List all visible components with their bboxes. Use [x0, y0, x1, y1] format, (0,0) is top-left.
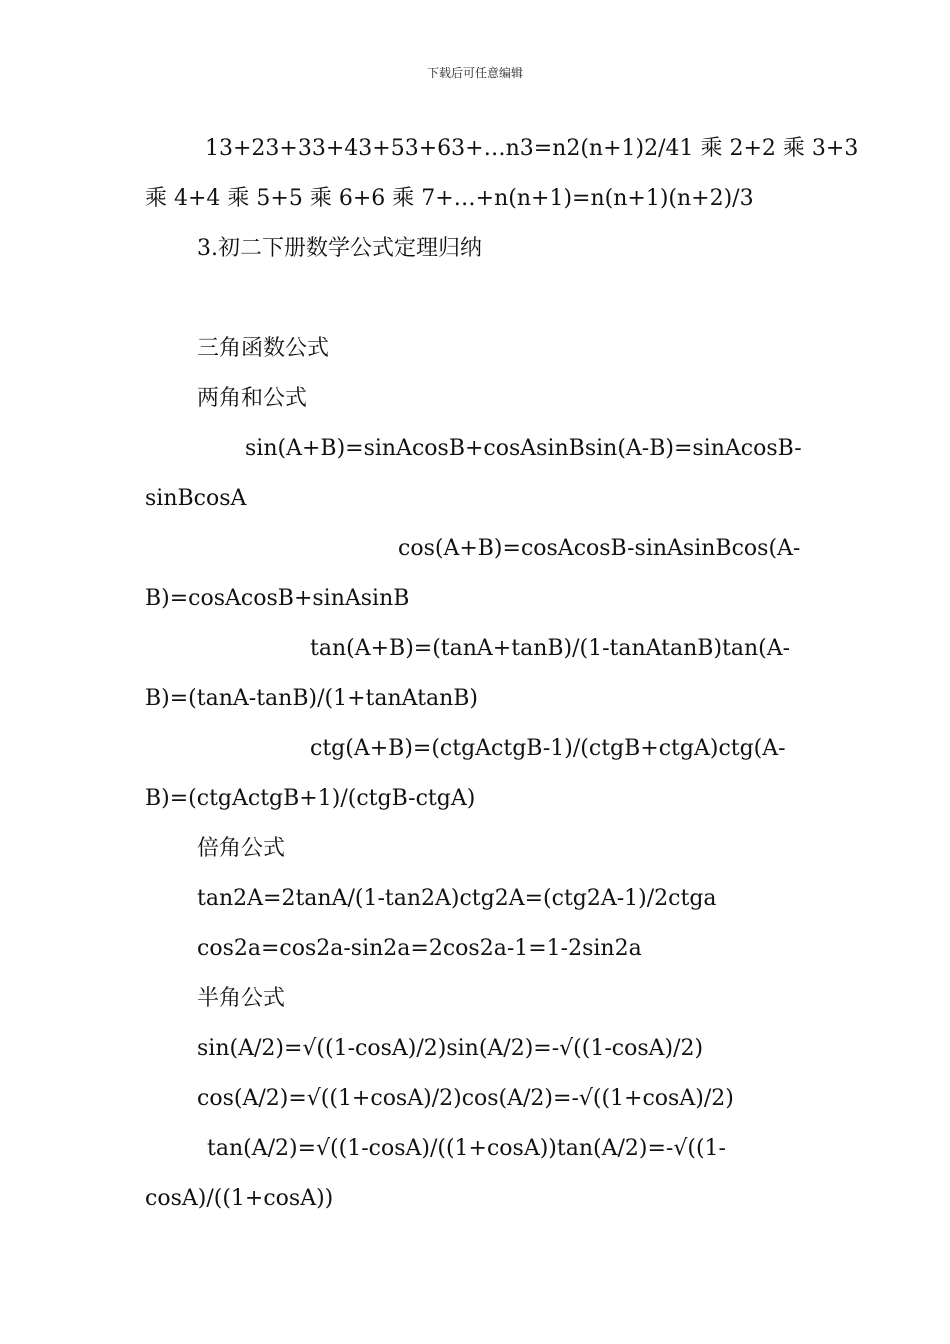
subsection-heading: 倍角公式	[197, 836, 286, 861]
formula-line: cos(A/2)=√((1+cosA)/2)cos(A/2)=-√((1+cosA)/2)	[197, 1086, 734, 1111]
text-line: 乘 4+4 乘 5+5 乘 6+6 乘 7+…+n(n+1)=n(n+1)(n+2)/3	[145, 186, 754, 211]
subsection-heading: 两角和公式	[197, 386, 308, 411]
section-heading: 三角函数公式	[197, 336, 330, 361]
text-line: 13+23+33+43+53+63+…n3=n2(n+1)2/41 乘 2+2 乘 3+3	[205, 136, 859, 161]
subsection-heading: 半角公式	[197, 986, 286, 1011]
formula-line: B)=cosAcosB+sinAsinB	[145, 586, 410, 611]
formula-line: ctg(A+B)=(ctgActgB-1)/(ctgB+ctgA)ctg(A-	[310, 736, 786, 761]
formula-line: sin(A+B)=sinAcosB+cosAsinBsin(A-B)=sinAcosB-	[245, 436, 802, 461]
formula-line: sinBcosA	[145, 486, 247, 511]
formula-line: tan(A/2)=√((1-cosA)/((1+cosA))tan(A/2)=-√((1-	[207, 1136, 726, 1161]
formula-line: tan(A+B)=(tanA+tanB)/(1-tanAtanB)tan(A-	[310, 636, 791, 661]
page-header: 下载后可任意编辑	[426, 66, 523, 80]
formula-line: B)=(ctgActgB+1)/(ctgB-ctgA)	[145, 786, 476, 811]
formula-line: tan2A=2tanA/(1-tan2A)ctg2A=(ctg2A-1)/2ctga	[197, 886, 717, 911]
formula-line: cosA)/((1+cosA))	[145, 1186, 334, 1211]
formula-line: B)=(tanA-tanB)/(1+tanAtanB)	[145, 686, 479, 711]
formula-line: cos2a=cos2a-sin2a=2cos2a-1=1-2sin2a	[197, 936, 642, 961]
formula-line: sin(A/2)=√((1-cosA)/2)sin(A/2)=-√((1-cosA)/2)	[197, 1036, 704, 1061]
formula-line: cos(A+B)=cosAcosB-sinAsinBcos(A-	[398, 536, 801, 561]
section-heading: 3.初二下册数学公式定理归纳	[197, 236, 482, 261]
